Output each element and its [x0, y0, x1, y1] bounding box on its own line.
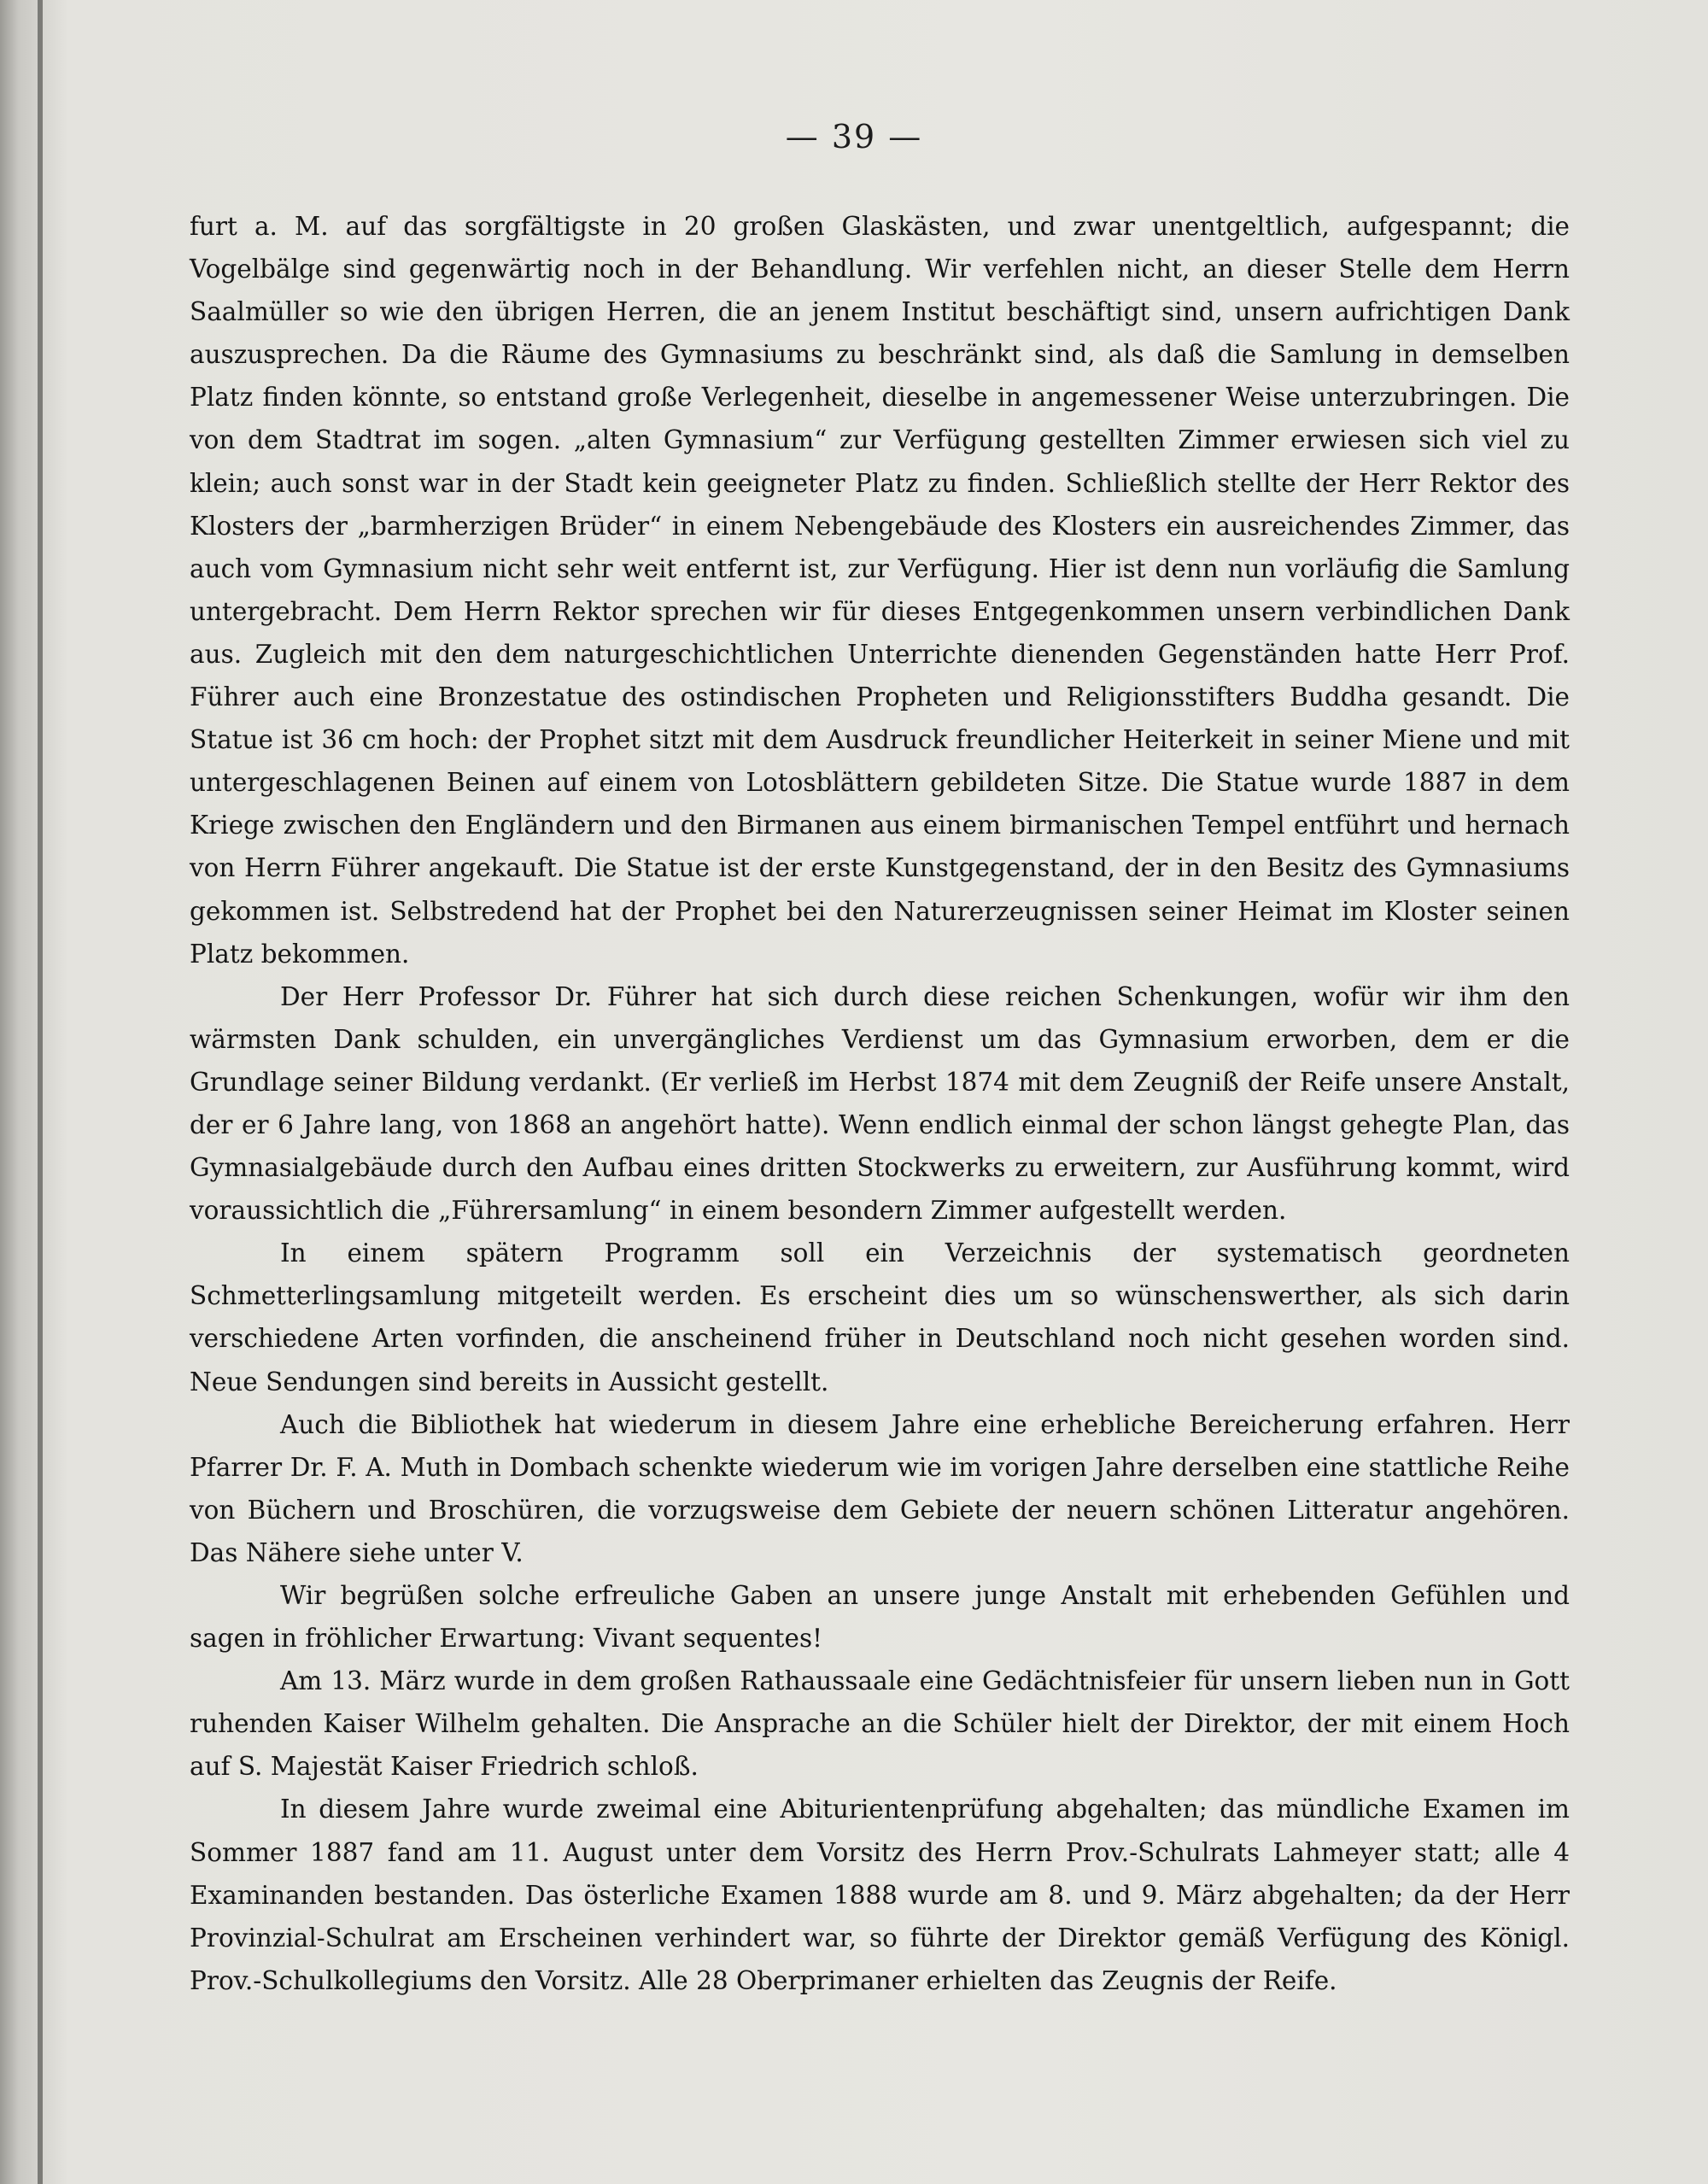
paragraph-1: furt a. M. auf das sorgfältigste in 20 großen Glaskästen, und zwar unentgeltlich, aufgespannt; die Vogelbälge sind gegenwärtig noch in der Behandlung. Wir verfehlen nicht, an dieser Stelle dem Herrn Saalmüller so wie den übrigen Herren, die an jenem Institut beschäftigt sind, unsern aufrichtigen Dank auszusprechen. Da die Räume des Gymnasiums zu beschränkt sind, als daß die Samlung in demselben Platz finden könnte, so entstand große Verlegenheit, dieselbe in angemessener Weise unterzubringen. Die von dem Stadtrat im sogen. „alten Gymnasium“ zur Verfügung gestellten Zimmer erwiesen sich viel zu klein; auch sonst war in der Stadt kein geeigneter Platz zu finden. Schließlich stellte der Herr Rektor des Klosters der „barmherzigen Brüder“ in einem Nebengebäude des Klosters ein ausreichendes Zimmer, das auch vom Gymnasium nicht sehr weit entfernt ist, zur Verfügung. Hier ist denn nun vorläufig die Samlung untergebracht. Dem Herrn Rektor sprechen wir für dieses Entgegenkommen unsern verbindlichen Dank aus. Zugleich mit den dem naturgeschichtlichen Unterrichte dienenden Gegenständen hatte Herr Prof. Führer auch eine Bronzestatue des ostindischen Propheten und Religionsstifters Buddha gesandt. Die Statue ist 36 cm hoch: der Prophet sitzt mit dem Ausdruck freundlicher Heiterkeit in seiner Miene und mit untergeschlagenen Beinen auf einem von Lotosblättern gebildeten Sitze. Die Statue wurde 1887 in dem Kriege zwischen den Engländern und den Birmanen aus einem birmanischen Tempel entführt und hernach von Herrn Führer angekauft. Die Statue ist der erste Kunstgegenstand, der in den Besitz des Gymnasiums gekommen ist. Selbstredend hat der Prophet bei den Naturerzeugnissen seiner Heimat im Kloster seinen Platz bekommen.	[190, 212, 1570, 969]
paragraph-6: Am 13. März wurde in dem großen Rathaussaale eine Gedächtnisfeier für unsern lieben nun in Gott ruhenden Kaiser Wilhelm gehalten. Die Ansprache an die Schüler hielt der Direktor, der mit einem Hoch auf S. Majestät Kaiser Friedrich schloß.	[190, 1666, 1570, 1782]
paragraph-2: Der Herr Professor Dr. Führer hat sich durch diese reichen Schenkungen, wofür wir ihm den wärmsten Dank schulden, ein unvergängliches Verdienst um das Gymnasium erworben, dem er die Grundlage seiner Bildung verdankt. (Er verließ im Herbst 1874 mit dem Zeugniß der Reife unsere Anstalt, der er 6 Jahre lang, von 1868 an angehört hatte). Wenn endlich einmal der schon längst gehegte Plan, das Gymnasialgebäude durch den Aufbau eines dritten Stockwerks zu erweitern, zur Ausführung kommt, wird voraussichtlich die „Führersamlung“ in einem besondern Zimmer aufgestellt werden.	[190, 981, 1570, 1226]
body-text	[190, 205, 1570, 2002]
paragraph-5: Wir begrüßen solche erfreuliche Gaben an unsere junge Anstalt mit erhebenden Gefühlen und sagen in fröhlicher Erwartung: Vivant sequentes!	[190, 1581, 1570, 1654]
page-number: — 39 —	[785, 118, 923, 155]
paragraph-7: In diesem Jahre wurde zweimal eine Abiturientenprüfung abgehalten; das mündliche Examen im Sommer 1887 fand am 11. August unter dem Vorsitz des Herrn Prov.-Schulrats Lahmeyer statt; alle 4 Examinanden bestanden. Das österliche Examen 1888 wurde am 8. und 9. März abgehalten; da der Herr Provinzial-Schulrat am Erscheinen verhindert war, so führte der Direktor gemäß Verfügung des Königl. Prov.-Schulkollegiums den Vorsitz. Alle 28 Oberprimaner erhielten das Zeugnis der Reife.	[190, 1795, 1570, 1995]
paragraph-3: In einem spätern Programm soll ein Verzeichnis der systematisch geordneten Schmetterlingsamlung mitgeteilt werden. Es erscheint dies um so wünschenswerther, als sich darin verschiedene Arten vorfinden, die anscheinend früher in Deutschland noch nicht gesehen worden sind. Neue Sendungen sind bereits in Aussicht gestellt.	[190, 1238, 1570, 1396]
paragraph-4: Auch die Bibliothek hat wiederum in diesem Jahre eine erhebliche Bereicherung erfahren. Herr Pfarrer Dr. F. A. Muth in Dombach schenkte wiederum wie im vorigen Jahre derselben eine stattliche Reihe von Büchern und Broschüren, die vorzugsweise dem Gebiete der neuern schönen Litteratur angehören. Das Nähere siehe unter V.	[190, 1409, 1570, 1567]
binding-edge	[38, 0, 43, 2184]
